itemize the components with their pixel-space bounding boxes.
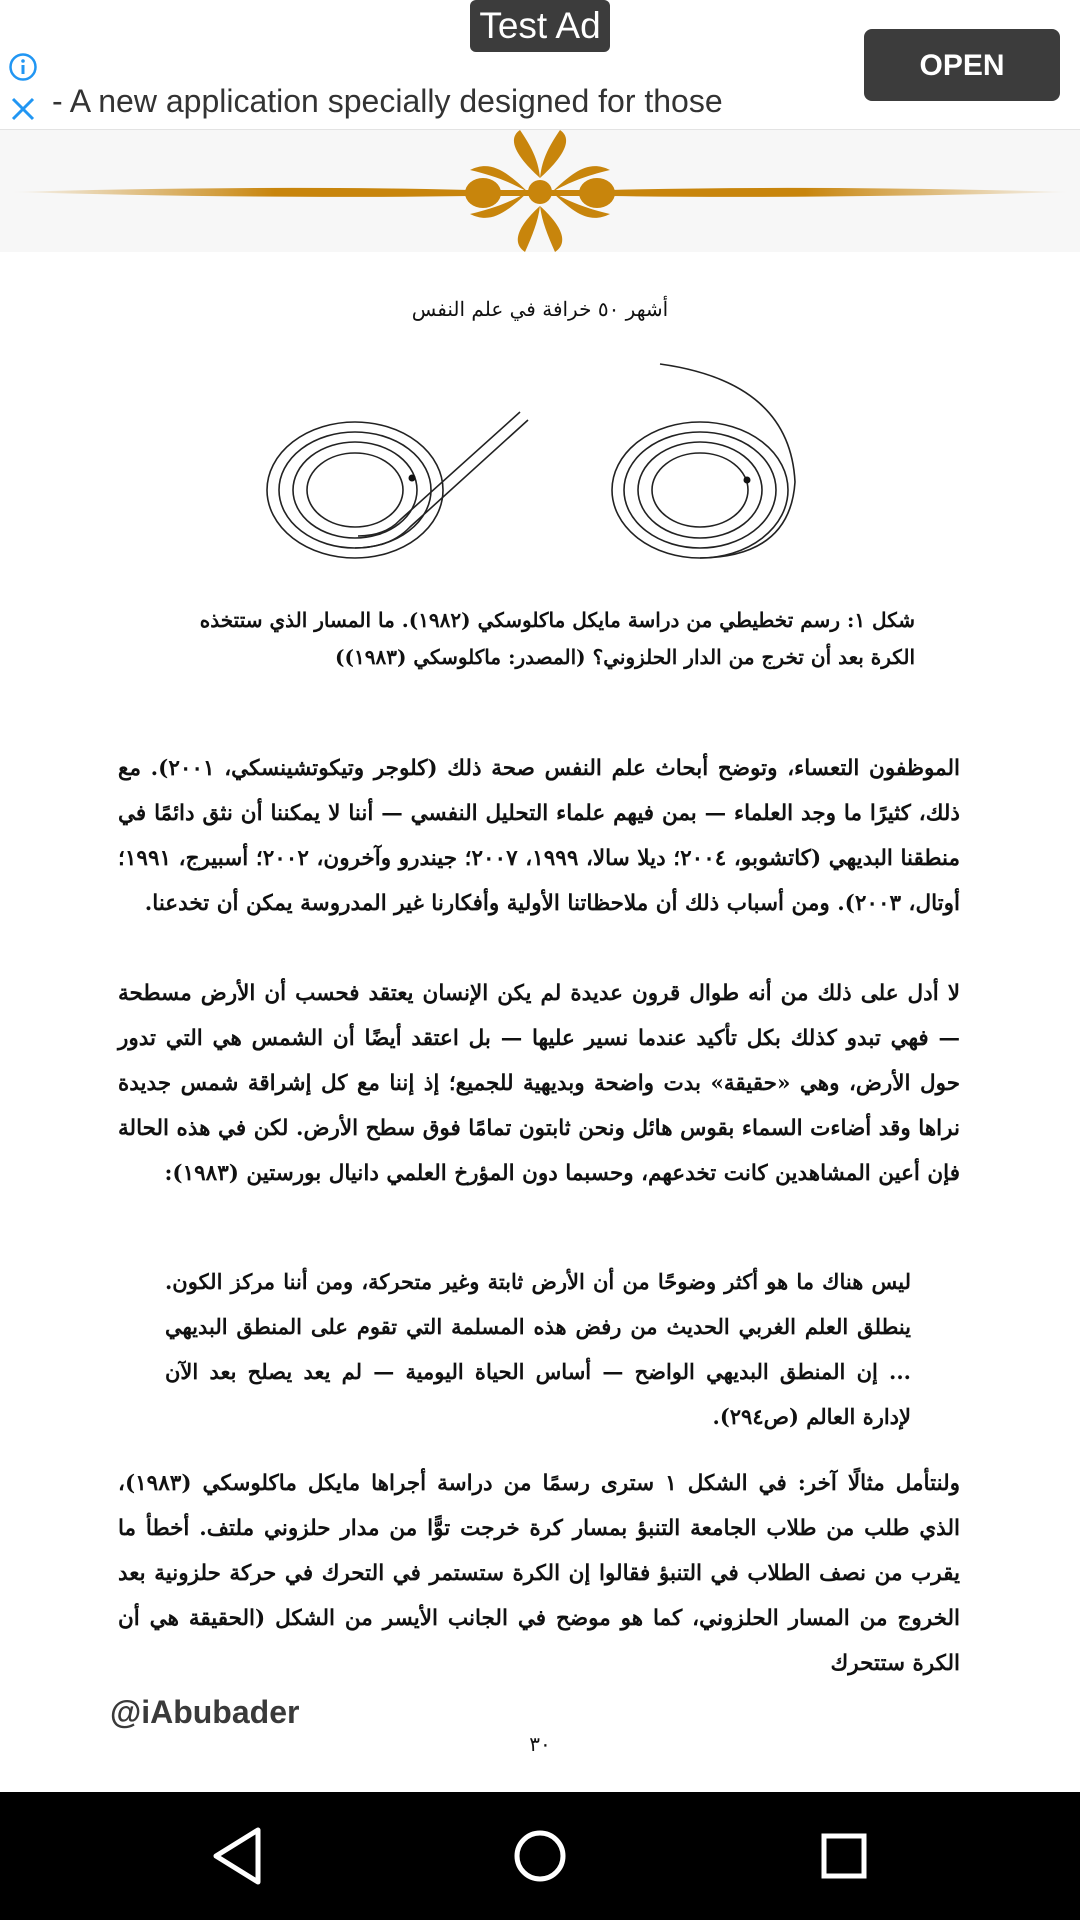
- block-quote: ليس هناك ما هو أكثر وضوحًا من أن الأرض ثابتة وغير متحركة، ومن أننا مركز الكون. ينطلق العلم الغربي الحديث من رفض هذه المسلمة التي تقوم على المنطق البديهي ... إن المنطق البديهي الواضح — أساس الحياة اليومية — لم يعد يصلح بعد الآن لإدارة العالم (ص٢٩٤).: [165, 1269, 911, 1429]
- home-circle-icon[interactable]: [500, 1816, 580, 1896]
- paragraph: لا أدل على ذلك من أنه طوال قرون عديدة لم يكن الإنسان يعتقد فحسب أن الأرض مسطحة — فهي تبدو كذلك بكل تأكيد عندما نسير عليها — بل اعتقد أيضًا أن الشمس هي التي تدور حول الأرض، وهي «حقيقة» بدت واضحة وبديهية للجميع؛ إذ إننا مع كل إشراقة شمس جديدة نراها وقد أضاءت السماء بقوس هائل ونحن ثابتون تمامًا فوق سطح الأرض. لكن في هذه الحالة فإن أعين المشاهدين كانت تخدعهم، وحسبما دون المؤرخ العلمي دانيال بورستين (١٩٨٣):: [118, 981, 960, 1186]
- watermark: @iAbubader: [110, 1694, 300, 1730]
- book-page[interactable]: [0, 252, 1080, 1792]
- spiral-figure: [260, 352, 820, 577]
- back-triangle-icon[interactable]: [196, 1816, 276, 1896]
- running-head: أشهر ٥٠ خرافة في علم النفس: [411, 297, 669, 321]
- ornament-header: [0, 130, 1080, 252]
- ad-text[interactable]: - A new application specially designed for those: [52, 83, 723, 119]
- page-number: ٣٠: [529, 1732, 551, 1756]
- info-icon[interactable]: [8, 52, 38, 82]
- ad-open-button[interactable]: OPEN: [864, 29, 1060, 101]
- paragraph: ولنتأمل مثالًا آخر: في الشكل ١ سترى رسمًا من دراسة أجراها مايكل ماكلوسكي (١٩٨٣)، الذي طلب من طلاب الجامعة التنبؤ بمسار كرة خرجت توًّا من مدار حلزوني ملتف. أخطأ ما يقرب من نصف الطلاب في التنبؤ فقالوا إن الكرة ستستمر في التحرك في حركة حلزونية بعد الخروج من المسار الحلزوني، كما هو موضح في الجانب الأيسر من الشكل (الحقيقة هي أن الكرة ستتحرك: [118, 1471, 961, 1676]
- ornament-icon: [0, 130, 1080, 252]
- navigation-bar: [0, 1792, 1080, 1920]
- close-icon[interactable]: [8, 94, 38, 124]
- ad-banner[interactable]: [0, 0, 1080, 130]
- ad-label: Test Ad: [470, 0, 610, 52]
- figure-caption: شكل ١: رسم تخطيطي من دراسة مايكل ماكلوسكي (١٩٨٢). ما المسار الذي ستتخذه الكرة بعد أن تخرج من الدار الحلزوني؟ (المصدر: ماكلوسكي (١٩٨٣)): [199, 608, 915, 669]
- paragraph: الموظفون التعساء، وتوضح أبحاث علم النفس صحة ذلك (كلوجر وتيكوتشينسكي، ٢٠٠١). مع ذلك، كثيرًا ما وجد العلماء — بمن فيهم علماء التحليل النفسي — أننا لا يمكننا أن نثق دائمًا في منطقنا البديهي (كاتشوبو، ٢٠٠٤؛ ديلا سالا، ١٩٩٩، ٢٠٠٧؛ جيندرو وآخرون، ٢٠٠٢؛ أسبيرج، ١٩٩١؛ أوتال، ٢٠٠٣). ومن أسباب ذلك أن ملاحظاتنا الأولية وأفكارنا غير المدروسة يمكن أن تخدعنا.: [118, 756, 961, 916]
- recents-square-icon[interactable]: [804, 1816, 884, 1896]
